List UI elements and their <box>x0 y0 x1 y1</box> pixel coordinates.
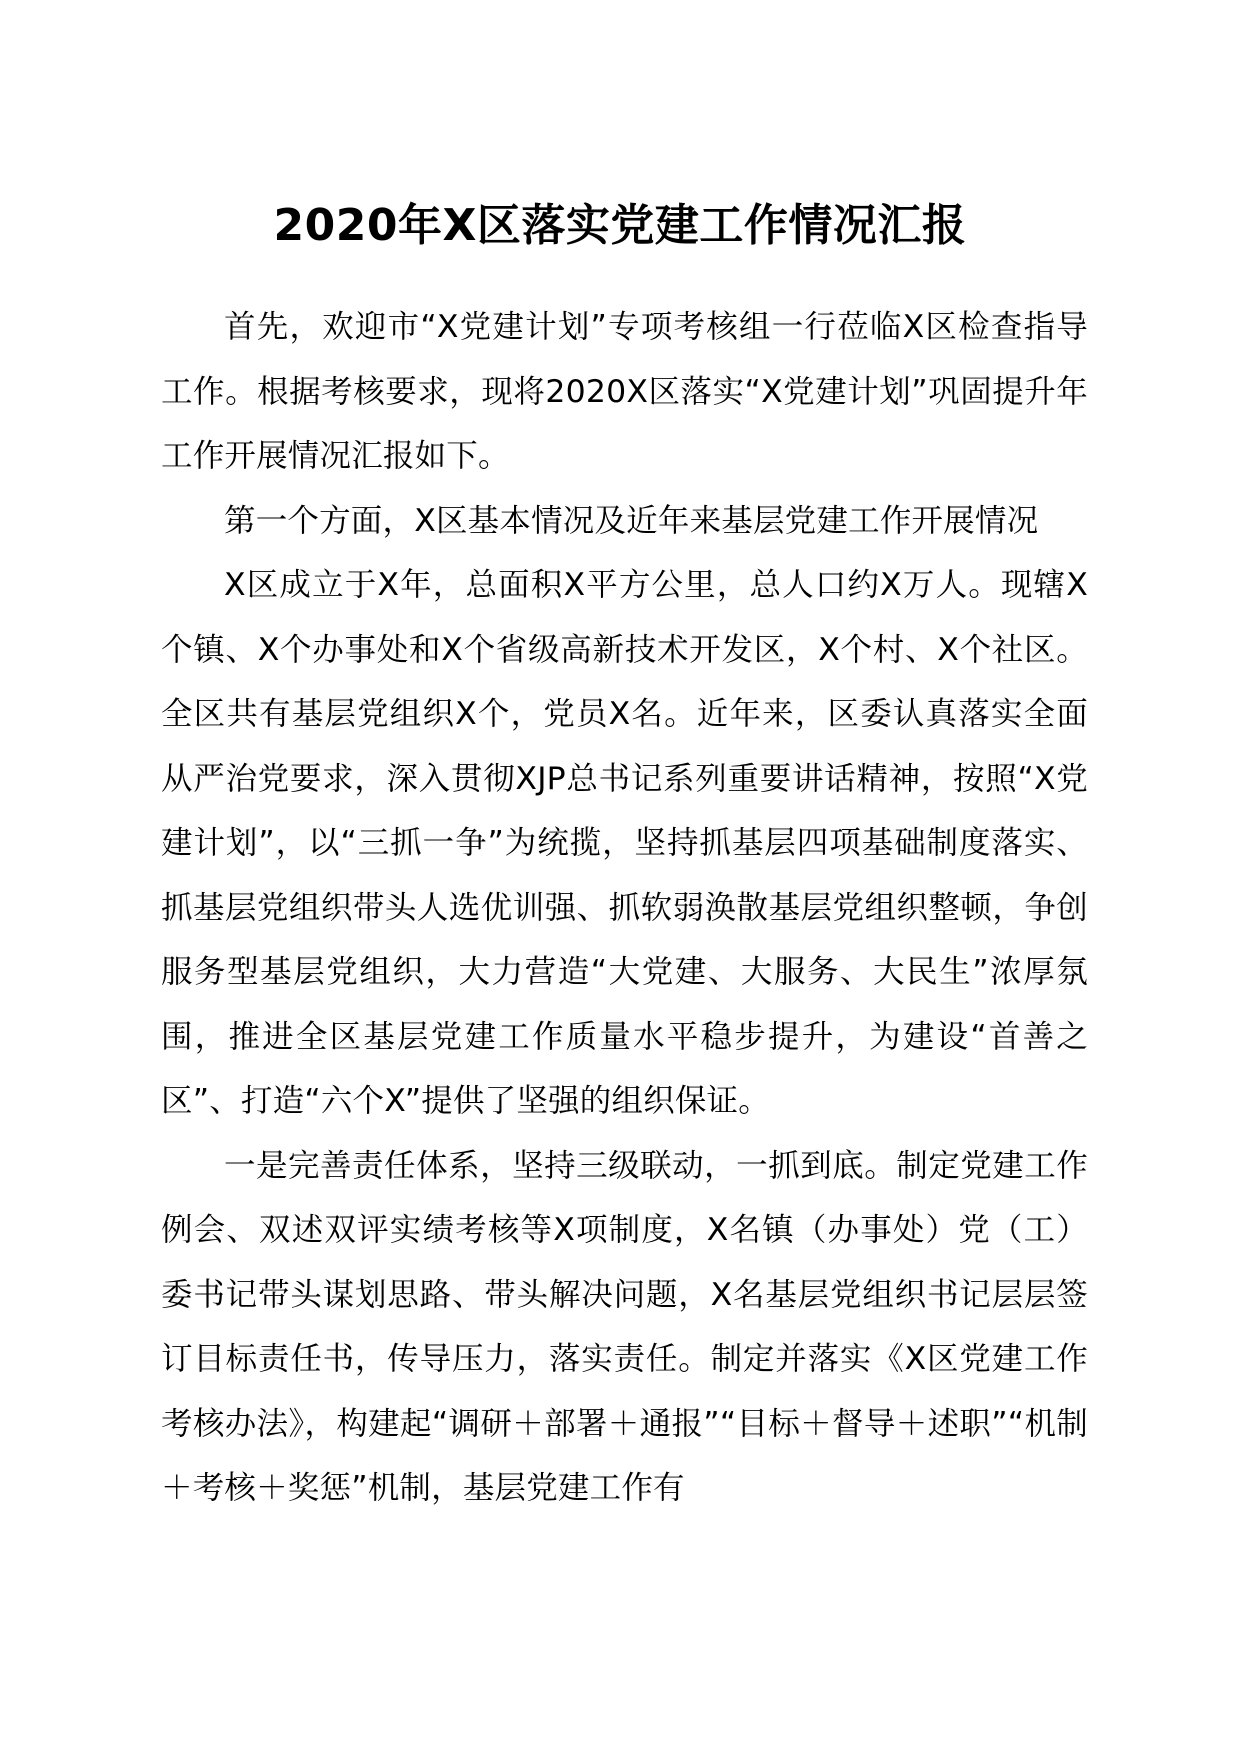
document-title: 2020年X区落实党建工作情况汇报 <box>273 200 967 251</box>
paragraph-section-heading: 第一个方面，X区基本情况及近年来基层党建工作开展情况 <box>224 502 1039 539</box>
paragraph-basic-situation: X区成立于X年，总面积X平方公里，总人口约X万人。现辖X个镇、X个办事处和X个省级高新技术开发区，X个村、X个社区。全区共有基层党组织X个，党员X名。近年来，区委认真落实全面从严治党要求，深入贯彻XJP总书记系列重要讲话精神，按照“X党建计划”，以“三抓一争”为统揽，坚持抓基层四项基础制度落实、抓基层党组织带头人选优训强、抓软弱涣散基层党组织整顿，争创服务型基层党组织，大力营造“大党建、大服务、大民生”浓厚氛围，推进全区基层党建工作质量水平稳步提升，为建设“首善之区”、打造“六个X”提供了坚强的组织保证。 <box>161 567 1088 1119</box>
paragraph-responsibility-system: 一是完善责任体系，坚持三级联动，一抓到底。制定党建工作例会、双述双评实绩考核等X项制度，X名镇（办事处）党（工）委书记带头谋划思路、带头解决问题，X名基层党组织书记层层签订目标责任书，传导压力，落实责任。制定并落实《X区党建工作考核办法》，构建起“调研＋部署＋通报”“目标＋督导＋述职”“机制＋考核＋奖惩”机制，基层党建工作有 <box>161 1147 1088 1506</box>
document-body <box>161 295 1088 1521</box>
paragraph-intro: 首先，欢迎市“X党建计划”专项考核组一行莅临X区检查指导工作。根据考核要求，现将2020X区落实“X党建计划”巩固提升年工作开展情况汇报如下。 <box>161 309 1088 474</box>
